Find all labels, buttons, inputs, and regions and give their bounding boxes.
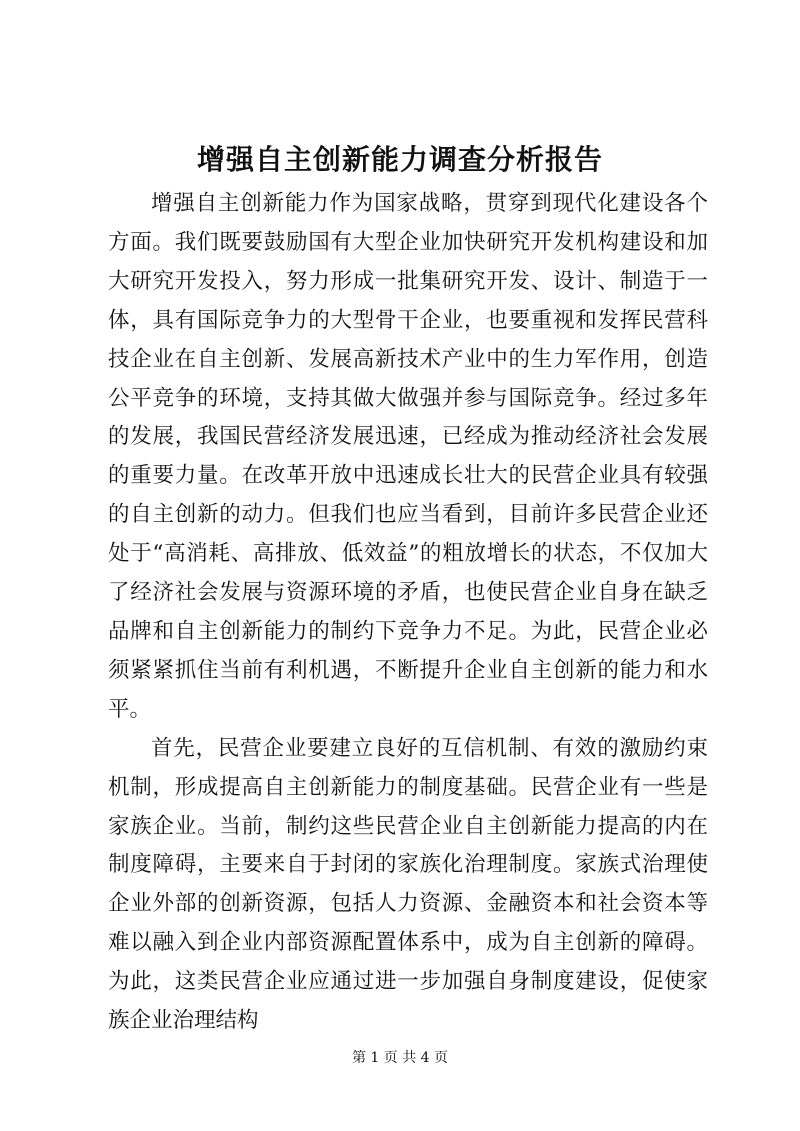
paragraph-2: 首先，民营企业要建立良好的互信机制、有效的激励约束机制，形成提高自主创新能力的制度基础。民营企业有一些是家族企业。当前，制约这些民营企业自主创新能力提高的内在制度障碍，主要来自于封闭的家族化治理制度。家族式治理使企业外部的创新资源，包括人力资源、金融资本和社会资本等难以融入到企业内部资源配置体系中，成为自主创新的障碍。为此，这类民营企业应通过进一步加强自身制度建设，促使家族企业治理结构 xyxy=(108,735,708,1034)
page-footer: 第 1 页 共 4 页 xyxy=(351,1050,449,1066)
document-title: 增强自主创新能力调查分析报告 xyxy=(196,143,603,176)
paragraph-1: 增强自主创新能力作为国家战略，贯穿到现代化建设各个方面。我们既要鼓励国有大型企业加快研究开发机构建设和加大研究开发投入，努力形成一批集研究开发、设计、制造于一体，具有国际竞争力的大型骨干企业，也要重视和发挥民营科技企业在自主创新、发展高新技术产业中的生力军作用，创造公平竞争的环境，支持其做大做强并参与国际竞争。经过多年的发展，我国民营经济发展迅速，已经成为推动经济社会发展的重要力量。在改革开放中迅速成长壮大的民营企业具有较强的自主创新的动力。但我们也应当看到，目前许多民营企业还处于“高消耗、高排放、低效益”的粗放增长的状态，不仅加大了经济社会发展与资源环境的矛盾，也使民营企业自身在缺乏品牌和自主创新能力的制约下竞争力不足。为此，民营企业必须紧紧抓住当前有利机遇，不断提升企业自主创新的能力和水平。 xyxy=(108,191,708,722)
document-body xyxy=(108,185,708,1041)
